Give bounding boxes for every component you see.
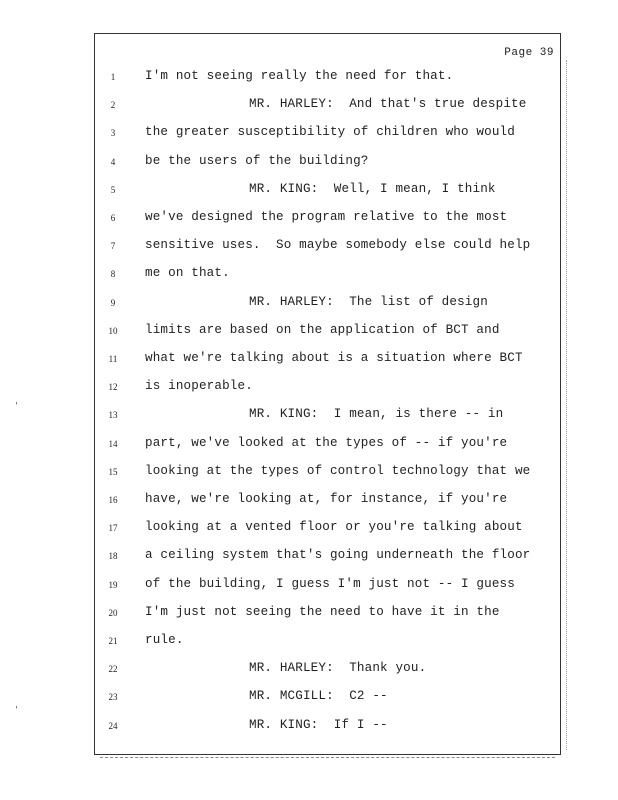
line-number: 13 (108, 410, 118, 421)
line-text: looking at a vented floor or you're talking about (145, 520, 523, 535)
line-number: 12 (108, 382, 118, 393)
footer-rule (100, 757, 555, 760)
margin-tick: ' (14, 402, 19, 411)
transcript-line (95, 210, 562, 230)
line-number: 6 (110, 213, 116, 223)
transcript-line (95, 520, 562, 540)
line-number: 16 (108, 495, 118, 505)
line-number: 24 (108, 720, 118, 731)
line-number: 20 (108, 607, 118, 618)
transcript-line (95, 266, 562, 286)
transcript-line (95, 379, 562, 399)
line-number: 10 (108, 325, 118, 336)
transcript-line (95, 323, 562, 343)
transcript-line (95, 351, 562, 371)
right-edge-rule (566, 60, 567, 750)
transcript-line (95, 97, 562, 117)
line-text: MR. HARLEY: The list of design (249, 294, 488, 309)
line-number: 15 (108, 466, 118, 477)
transcript-line (95, 407, 562, 427)
transcript-line (95, 69, 562, 89)
transcript-line (95, 661, 562, 681)
line-number: 21 (108, 636, 118, 646)
line-number: 4 (110, 156, 116, 167)
line-number: 5 (110, 184, 116, 195)
line-text: is inoperable. (145, 379, 253, 394)
line-text: of the building, I guess I'm just not -- I guess (145, 576, 515, 591)
line-number: 23 (108, 692, 118, 703)
line-text: MR. MCGILL: C2 -- (249, 689, 388, 704)
line-number: 19 (108, 579, 118, 590)
line-text: part, we've looked at the types of -- if you're (145, 435, 508, 450)
transcript-line (95, 295, 562, 315)
transcript-line (95, 238, 562, 258)
line-text: MR. KING: Well, I mean, I think (249, 181, 496, 196)
transcript-line (95, 182, 562, 202)
transcript-line (95, 436, 562, 456)
transcript-line (95, 464, 562, 484)
line-number: 3 (110, 128, 116, 139)
transcript-line (95, 154, 562, 174)
line-text: I'm just not seeing the need to have it in the (145, 604, 500, 619)
page-number: Page 39 (504, 47, 554, 59)
transcript-line (95, 605, 562, 625)
line-text: sensitive uses. So maybe somebody else could help (145, 238, 531, 253)
line-text: have, we're looking at, for instance, if you're (145, 492, 508, 506)
transcript-line (95, 548, 562, 568)
line-number: 14 (108, 438, 118, 449)
transcript-page (94, 33, 561, 755)
line-text: MR. HARLEY: And that's true despite (249, 97, 527, 112)
line-number: 1 (110, 72, 116, 82)
line-number: 11 (108, 354, 118, 364)
transcript-line (95, 125, 562, 145)
transcript-line (95, 492, 562, 512)
transcript-line (95, 718, 562, 738)
transcript-line (95, 577, 562, 597)
line-text: be the users of the building? (145, 153, 369, 168)
line-number: 22 (108, 664, 118, 675)
transcript-line (95, 633, 562, 653)
line-number: 2 (110, 100, 116, 111)
line-text: limits are based on the application of BCT and (145, 322, 500, 337)
line-text: the greater susceptibility of children who would (145, 125, 515, 140)
line-number: 17 (108, 523, 118, 534)
line-number: 18 (108, 551, 118, 562)
line-text: MR. HARLEY: Thank you. (249, 661, 427, 676)
line-text: we've designed the program relative to the most (145, 210, 508, 224)
line-text: a ceiling system that's going underneath the floor (145, 548, 531, 563)
line-text: what we're talking about is a situation where BCT (145, 351, 523, 365)
line-text: rule. (145, 633, 184, 647)
line-number: 8 (110, 269, 116, 280)
line-number: 9 (110, 297, 116, 308)
line-text: MR. KING: I mean, is there -- in (249, 407, 504, 422)
margin-tick: ' (14, 706, 19, 715)
line-number: 7 (110, 241, 116, 252)
line-text: MR. KING: If I -- (249, 717, 388, 732)
transcript-line (95, 689, 562, 709)
line-text: I'm not seeing really the need for that. (145, 69, 454, 83)
line-text: me on that. (145, 266, 230, 281)
line-text: looking at the types of control technology that we (145, 463, 531, 478)
